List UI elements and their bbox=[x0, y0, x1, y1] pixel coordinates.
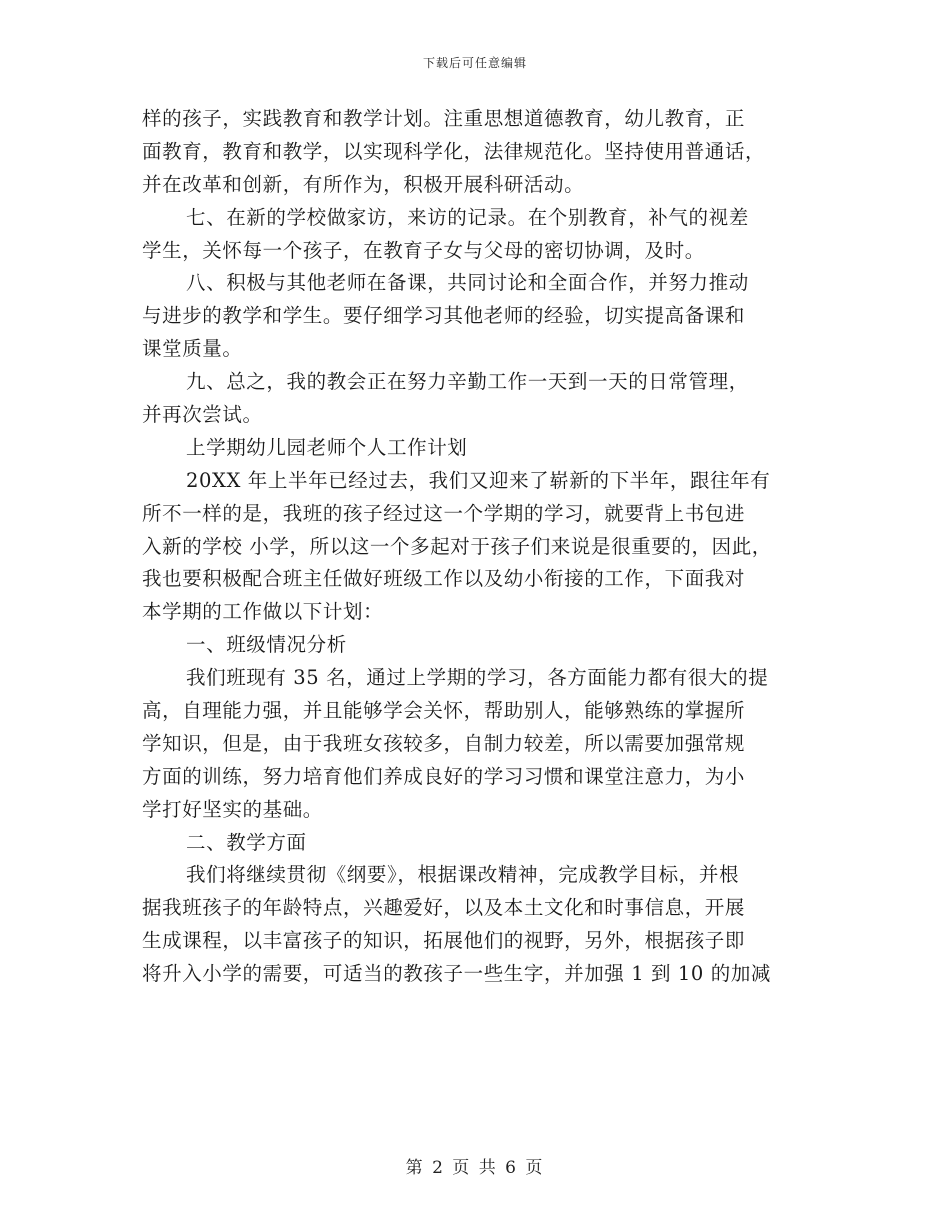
text-line: 与进步的教学和学生。要仔细学习其他老师的经验，切实提高备课和 bbox=[142, 304, 746, 328]
text-line: 我也要积极配合班主任做好班级工作以及幼小衔接的工作，下面我对 bbox=[142, 567, 746, 591]
text-line: 入新的学校 小学，所以这一个多起对于孩子们来说是很重要的，因此， bbox=[142, 534, 772, 558]
text-line: 八、积极与其他老师在备课，共同讨论和全面合作，并努力推动 bbox=[186, 271, 749, 295]
text-line: 面教育，教育和教学，以实现科学化，法律规范化。坚持使用普通话， bbox=[142, 139, 766, 163]
text-line: 我们将继续贯彻《纲要》，根据课改精神，完成教学目标，并根 bbox=[186, 863, 740, 887]
text-line: 七、在新的学校做家访，来访的记录。在个别教育，补气的视差 bbox=[186, 205, 749, 229]
page-footer: 第 2 页 共 6 页 bbox=[405, 1158, 545, 1178]
text-line: 高，自理能力强，并且能够学会关怀，帮助别人，能够熟练的掌握所 bbox=[142, 699, 746, 723]
text-line: 一、班级情况分析 bbox=[186, 633, 347, 657]
text-line: 20XX 年上半年已经过去，我们又迎来了崭新的下半年，跟往年有 bbox=[186, 468, 771, 492]
text-line: 方面的训练，努力培育他们养成良好的学习习惯和课堂注意力，为小 bbox=[142, 764, 746, 788]
text-line: 样的孩子，实践教育和教学计划。注重思想道德教育，幼儿教育，正 bbox=[142, 107, 746, 130]
text-line: 并在改革和创新，有所作为，积极开展科研活动。 bbox=[142, 172, 585, 196]
text-line: 据我班孩子的年龄特点，兴趣爱好，以及本土文化和时事信息，开展 bbox=[142, 896, 746, 920]
page-header: 下载后可任意编辑 bbox=[422, 56, 527, 70]
text-line: 二、教学方面 bbox=[186, 830, 307, 854]
text-line: 所不一样的是，我班的孩子经过这一个学期的学习，就要背上书包进 bbox=[142, 501, 746, 525]
text-line: 学打好坚实的基础。 bbox=[142, 797, 323, 821]
text-line: 本学期的工作做以下计划： bbox=[142, 600, 384, 624]
document-body bbox=[142, 103, 812, 991]
text-line: 将升入小学的需要，可适当的教孩子一些生字，并加强 1 到 10 的加减 bbox=[142, 962, 772, 986]
text-line: 生成课程，以丰富孩子的知识，拓展他们的视野，另外，根据孩子即 bbox=[142, 929, 746, 953]
text-line: 学生，关怀每一个孩子，在教育子女与父母的密切协调，及时。 bbox=[142, 238, 705, 262]
text-line: 我们班现有 35 名，通过上学期的学习，各方面能力都有很大的提 bbox=[186, 666, 769, 690]
text-line: 学知识，但是，由于我班女孩较多，自制力较差，所以需要加强常规 bbox=[142, 731, 746, 755]
text-line: 上学期幼儿园老师个人工作计划 bbox=[186, 435, 468, 459]
text-line: 九、总之，我的教会正在努力辛勤工作一天到一天的日常管理， bbox=[186, 370, 749, 394]
text-line: 并再次尝试。 bbox=[142, 403, 263, 427]
text-line: 课堂质量。 bbox=[142, 337, 243, 361]
